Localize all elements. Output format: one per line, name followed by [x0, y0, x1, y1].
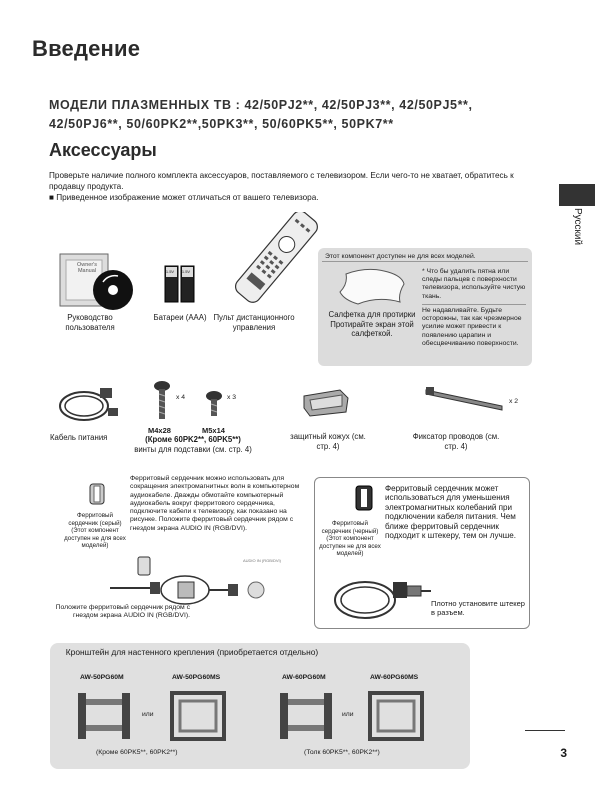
wall-bracket-4	[366, 687, 426, 743]
wall-mount-note-right: (Толк 60PK5**, 60PK2**)	[304, 749, 380, 756]
wall-mount-note-left: (Кроме 60PK5**, 60PK2**)	[96, 749, 178, 756]
wall-bracket-3	[276, 687, 336, 743]
ferrite-core-icon	[85, 482, 109, 506]
power-cable-label: Кабель питания	[50, 433, 108, 442]
manual-icon	[58, 252, 138, 312]
manual-cover-text: Owner's Manual	[77, 262, 97, 274]
side-tab-marker	[559, 184, 595, 206]
remote-label: Пульт дистанционного управления	[213, 313, 295, 332]
remote-illustration	[228, 212, 328, 304]
protective-cover-label: защитный кожух (см. стр. 4)	[290, 432, 366, 451]
screws-exception: (Кроме 60PK2**, 60PK5**)	[145, 435, 241, 444]
protective-cover-icon	[300, 386, 352, 418]
models-line-1: МОДЕЛИ ПЛАЗМЕННЫХ ТВ : 42/50PJ2**, 42/50PJ3**, 42/50PJ5**,	[49, 98, 473, 112]
cable-holder-icon	[424, 384, 506, 412]
wall-bracket-icon	[366, 687, 426, 743]
batteries-label: Батареи (AAA)	[153, 313, 207, 322]
wall-bracket-icon	[168, 687, 228, 743]
wall-mount-or-1: или	[142, 711, 154, 718]
section-title: Аксессуары	[49, 140, 157, 160]
plug-instruction: Плотно установите штекер в разъем.	[431, 599, 525, 617]
wall-mount-title: Кронштейн для настенного крепления (приобретается отдельно)	[65, 647, 319, 657]
cable-holder-label: Фиксатор проводов (см. стр. 4)	[412, 432, 500, 451]
cloth-note-pressure: Не надавливайте. Будьте осторожны, так как чрезмерное усилие может привести к появлению царапин и обесцвечиванию поверхности.	[422, 304, 526, 348]
battery-mark-2: 1.5V	[181, 269, 191, 274]
screws-label: винты для подставки (см. стр. 4)	[134, 445, 252, 454]
models-line-2: 42/50PJ6**, 50/60PK2**,50PK3**, 50/60PK5**, 50PK7**	[49, 117, 394, 131]
cloth-label: Салфетка для протирки Протирайте экран этой салфеткой.	[328, 310, 416, 338]
power-cable-icon	[54, 382, 124, 426]
page-number: 3	[560, 746, 567, 760]
ferrite-black-label: Ферритовый сердечник (черный) (Этот компонент доступен не для всех моделей)	[319, 520, 381, 557]
models-heading	[49, 96, 549, 134]
battery-mark-1: 1.5V	[165, 269, 175, 274]
wall-mount-panel	[50, 643, 470, 769]
screw-m4-illustration	[150, 380, 174, 422]
audio-jack-label: AUDIO IN (RGB/DVI)	[242, 558, 281, 563]
ferrite-grey-diagram-top	[135, 555, 153, 577]
screw-icon	[203, 390, 225, 418]
image-note: ■ Приведенное изображение может отличаться от вашего телевизора.	[49, 193, 319, 202]
wall-bracket-2	[168, 687, 228, 743]
screw-m5-quantity: x 3	[227, 394, 237, 401]
wall-mount-model-3: AW-60PG60M	[282, 674, 326, 681]
wall-bracket-1	[74, 687, 134, 743]
ferrite-black-description: Ферритовый сердечник может использоваться для уменьшения электромагнитных колебаний при подключении кабеля питания. Чем ближе ферритовый сердечник подходит к штекеру, тем он лучше.	[385, 484, 516, 541]
power-cable-ferrite-diagram	[323, 572, 433, 626]
ferrite-grey-description: Ферритовый сердечник можно использовать для сокращения электромагнитных волн в компьютерном аудиокабеле. Дважды обмотайте компьютерный аудиокабель вокруг ферритового сердечника, подключите кабели к телевизору, как показано на рисунке. Положите ферритовый сердечник рядом с гнездом экрана AUDIO IN (RGB/DVI).	[130, 475, 300, 532]
ferrite-grey-illustration	[85, 482, 109, 506]
wall-mount-model-2: AW-50PG60MS	[172, 674, 221, 681]
page-number-rule	[525, 730, 565, 731]
ferrite-grey-placement: Положите ферритовый сердечник рядом с гнездом экрана AUDIO IN (RGB/DVI).	[55, 604, 190, 620]
screw-m5-illustration	[203, 390, 225, 418]
manual-illustration	[58, 252, 138, 312]
wall-mount-or-2: или	[342, 711, 354, 718]
ferrite-black-illustration	[351, 484, 377, 512]
screw-m4-size: M4x28	[148, 426, 171, 435]
page-title: Введение	[32, 36, 141, 61]
cloth-note-clean: * Что бы удалить пятна или следы пальцев с поверхности телевизора, используйте чистую ткань.	[422, 268, 526, 300]
wall-mount-model-1: AW-50PG60M	[80, 674, 124, 681]
ferrite-black-panel	[314, 477, 530, 629]
cable-holder-illustration	[424, 384, 506, 412]
cable-holder-quantity: x 2	[509, 398, 519, 405]
cloth-availability-note: Этот компонент доступен не для всех моделей.	[322, 252, 528, 262]
intro-text: Проверьте наличие полного комплекта аксессуаров, поставляемого с телевизором. Если чего-то не хватает, обратитесь к продавцу продукта.	[49, 171, 514, 191]
wall-bracket-icon	[74, 687, 134, 743]
screw-icon	[150, 380, 174, 422]
manual-label: Руководство пользователя	[65, 313, 115, 332]
ferrite-core-icon	[351, 484, 377, 512]
ferrite-grey-label: Ферритовый сердечник (серый) (Этот компонент доступен не для всех моделей)	[64, 512, 126, 549]
ferrite-core-icon	[135, 555, 153, 577]
cloth-icon	[338, 266, 408, 306]
remote-control-icon	[228, 212, 328, 304]
screw-m4-quantity: x 4	[176, 394, 186, 401]
wall-bracket-icon	[276, 687, 336, 743]
power-cable-ferrite-icon	[323, 572, 433, 626]
wall-mount-model-4: AW-60PG60MS	[370, 674, 419, 681]
power-cable-illustration	[54, 382, 124, 426]
cloth-panel	[318, 248, 532, 366]
side-language-label: Русский	[572, 208, 583, 246]
cover-illustration	[300, 386, 352, 418]
cloth-illustration	[338, 266, 408, 306]
screw-m5-size: M5x14	[202, 426, 225, 435]
